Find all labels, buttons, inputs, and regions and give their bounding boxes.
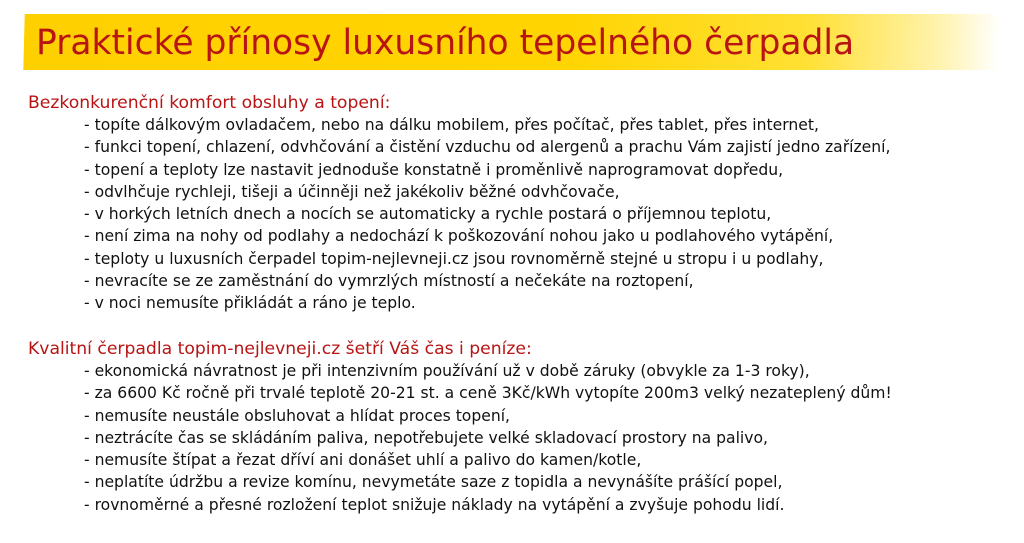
- list-item: - není zima na nohy od podlahy a nedochází k poškozování nohou jako u podlahového vytápění,: [84, 227, 834, 246]
- list-item: - ekonomická návratnost je při intenzivním používání už v době záruky (obvykle za 1-3 roky),: [84, 362, 810, 380]
- savings-list: [28, 360, 892, 516]
- page-title: Praktické přínosy luxusního tepelného čerpadla: [36, 23, 855, 63]
- list-item: - za 6600 Kč ročně při trvalé teplotě 20-21 st. a ceně 3Kč/kWh vytopíte 200m3 velký nezateplený dům!: [84, 384, 892, 403]
- list-item: - topení a teploty lze nastavit jednoduše konstatně i proměnlivě naprogramovat dopředu,: [84, 160, 784, 179]
- list-item: - neplatíte údržbu a revize komínu, nevymetáte saze z topidla a nevynášíte prášící popel,: [84, 473, 783, 492]
- list-item: - nemusíte štípat a řezat dříví ani donášet uhlí a palivo do kamen/kotle,: [84, 451, 642, 470]
- list-item: - v noci nemusíte přikládát a ráno je teplo.: [84, 294, 416, 313]
- list-item: - rovnoměrné a přesné rozložení teplot snižuje náklady na vytápění a zvyšuje pohodu lidí.: [84, 495, 785, 514]
- list-item: - teploty u luxusních čerpadel topim-nejlevneji.cz jsou rovnoměrně stejné u stropu i u podlahy,: [84, 249, 824, 268]
- list-item: - nevracíte se ze zaměstnání do vymrzlých místností a nečekáte na roztopení,: [84, 272, 694, 291]
- list-item: - topíte dálkovým ovladačem, nebo na dálku mobilem, přes počítač, přes tablet, přes internet,: [84, 116, 819, 134]
- savings-section: [28, 338, 892, 516]
- list-item: - nemusíte neustále obsluhovat a hlídat proces topení,: [84, 406, 511, 425]
- list-item: - v horkých letních dnech a nocích se automaticky a rychle postará o příjemnou teplotu,: [84, 205, 772, 224]
- list-item: - odvlhčuje rychleji, tišeji a účinněji než jakékoliv běžné odvhčovače,: [84, 182, 620, 201]
- list-item: - neztrácíte čas se skládáním paliva, nepotřebujete velké skladovací prostory na palivo,: [84, 428, 768, 447]
- comfort-section: [28, 92, 890, 315]
- comfort-heading: Bezkonkurenční komfort obsluhy a topení:: [28, 93, 391, 113]
- savings-heading: Kvalitní čerpadla topim-nejlevneji.cz šetří Váš čas i peníze:: [28, 339, 532, 359]
- comfort-list: [28, 114, 890, 315]
- list-item: - funkci topení, chlazení, odvhčování a čistění vzduchu od alergenů a prachu Vám zajistí jedno zařízení,: [84, 138, 891, 157]
